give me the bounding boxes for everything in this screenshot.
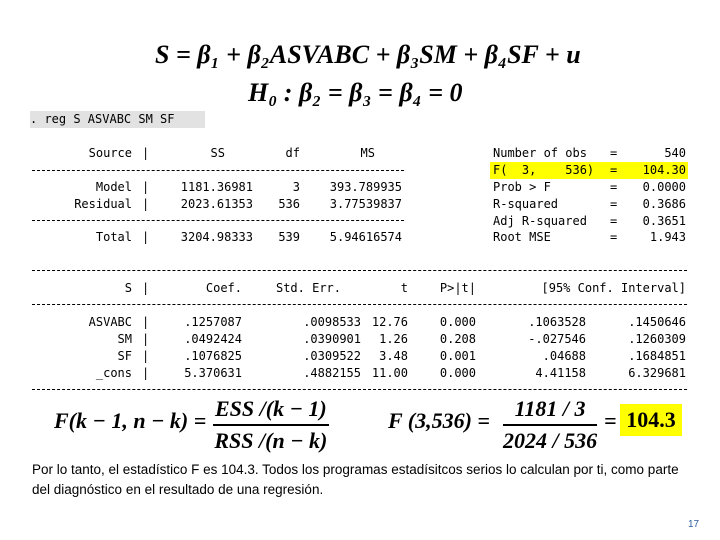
coef-ci-high: 6.329681: [628, 366, 686, 380]
f-specific-equals: =: [604, 408, 617, 433]
anova-ss: 3204.98333: [180, 230, 253, 244]
conclusion-text: Por lo tanto, el estadístico F es 104.3. Todos los programas estadísitcos serios lo calculan por ti, como parte del diagnóstico en el resultado de una regresión.: [32, 462, 679, 497]
fit-stat-equals: =: [610, 214, 618, 228]
coef-var: SF: [117, 349, 132, 363]
coef-header-p: P>|t|: [439, 281, 476, 295]
f-result-highlight: 104.3: [620, 404, 682, 436]
null-hypothesis-equation: H₀ : β₂ = β₃ = β₄ = 0: [248, 78, 463, 107]
anova-ms: 393.789935: [329, 180, 402, 194]
coef-rule: [32, 389, 687, 390]
coef-se: .4882155: [303, 366, 361, 380]
page-number: 17: [688, 519, 700, 530]
anova-separator: |: [142, 197, 150, 211]
fit-stat-label: F( 3, 536): [493, 163, 595, 177]
fit-stat-equals: =: [610, 180, 618, 194]
coef-ci-low: 4.41158: [535, 366, 586, 380]
f-specific-numerator: 1181 / 3: [503, 396, 597, 426]
coef-var: _cons: [95, 366, 132, 380]
anova-separator: |: [142, 230, 150, 244]
anova-ms: 5.94616574: [329, 230, 402, 244]
anova-df: 3: [292, 180, 300, 194]
coef-ci-low: -.027546: [528, 332, 586, 346]
coef-t: 12.76: [371, 315, 408, 329]
coef-separator: |: [142, 315, 150, 329]
fit-stat-value: 0.3651: [642, 214, 686, 228]
fit-stat-equals: =: [610, 163, 618, 177]
coef-rule: [32, 270, 687, 271]
coef-t: 11.00: [371, 366, 408, 380]
anova-header-ms: MS: [360, 146, 375, 160]
anova-rule: [32, 220, 404, 221]
coef-se: .0390901: [303, 332, 361, 346]
anova-df: 539: [278, 230, 300, 244]
coef-p: 0.000: [439, 315, 476, 329]
coef-separator: |: [142, 332, 150, 346]
fit-stat-label: R-squared: [493, 197, 559, 211]
anova-header-source: Source: [88, 146, 132, 160]
f-specific-lhs: F (3,536) =: [388, 408, 490, 433]
fit-stat-equals: =: [610, 146, 618, 160]
anova-source: Model: [95, 180, 132, 194]
fit-stat-equals: =: [610, 230, 618, 244]
coef-ci-high: .1684851: [628, 349, 686, 363]
coef-ci-low: .04688: [542, 349, 586, 363]
anova-ms: 3.77539837: [329, 197, 402, 211]
regression-command: . reg S ASVABC SM SF: [30, 111, 205, 128]
anova-source: Residual: [74, 197, 132, 211]
coef-separator: |: [142, 281, 150, 295]
coef-rule: [32, 304, 687, 305]
f-specific-fraction: [503, 396, 597, 454]
anova-source: Total: [95, 230, 132, 244]
coef-value: .1076825: [184, 349, 242, 363]
coef-ci-high: .1450646: [628, 315, 686, 329]
anova-header-ss: SS: [210, 146, 225, 160]
coef-value: .1257087: [184, 315, 242, 329]
anova-separator: |: [142, 180, 150, 194]
coef-se: .0309522: [303, 349, 361, 363]
fit-stat-value: 540: [664, 146, 686, 160]
coef-header-var: S: [124, 281, 132, 295]
fit-stat-value: 0.0000: [642, 180, 686, 194]
model-equation: S = β₁ + β₂ASVABC + β₃SM + β₄SF + u: [155, 40, 581, 69]
coef-t: 1.26: [379, 332, 408, 346]
coef-p: 0.001: [439, 349, 476, 363]
coef-t: 3.48: [379, 349, 408, 363]
f-formula-lhs: F(k − 1, n − k) =: [54, 408, 207, 433]
coef-var: ASVABC: [88, 315, 132, 329]
coef-ci-low: .1063528: [528, 315, 586, 329]
anova-df: 536: [278, 197, 300, 211]
coef-p: 0.208: [439, 332, 476, 346]
anova-ss: 1181.36981: [180, 180, 253, 194]
coef-ci-high: .1260309: [628, 332, 686, 346]
fit-stat-label: Root MSE: [493, 230, 551, 244]
coef-var: SM: [117, 332, 132, 346]
fit-stat-value: 0.3686: [642, 197, 686, 211]
coef-header-se: Std. Err.: [275, 281, 341, 295]
fit-stat-value: 1.943: [649, 230, 686, 244]
f-formula-fraction: [213, 396, 329, 454]
fit-stat-label: Number of obs: [493, 146, 587, 160]
f-formula-denominator: RSS /(n − k): [214, 428, 328, 453]
coef-header-t: t: [400, 281, 408, 295]
anova-rule: [32, 170, 404, 171]
anova-ss: 2023.61353: [180, 197, 253, 211]
coef-separator: |: [142, 349, 150, 363]
coef-separator: |: [142, 366, 150, 380]
coef-value: .0492424: [184, 332, 242, 346]
fit-stat-label: Prob > F: [493, 180, 551, 194]
anova-separator: |: [142, 146, 150, 160]
fit-stat-label: Adj R-squared: [493, 214, 587, 228]
coef-header-ci: [95% Conf. Interval]: [541, 281, 686, 295]
fit-stat-equals: =: [610, 197, 618, 211]
coef-se: .0098533: [303, 315, 361, 329]
f-specific-denominator: 2024 / 536: [503, 428, 598, 453]
coef-p: 0.000: [439, 366, 476, 380]
coef-header-coef: Coef.: [205, 281, 242, 295]
fit-stat-value: 104.30: [642, 163, 686, 177]
f-formula-numerator: ESS /(k − 1): [213, 396, 329, 426]
anova-header-df: df: [285, 146, 300, 160]
coef-value: 5.370631: [184, 366, 242, 380]
